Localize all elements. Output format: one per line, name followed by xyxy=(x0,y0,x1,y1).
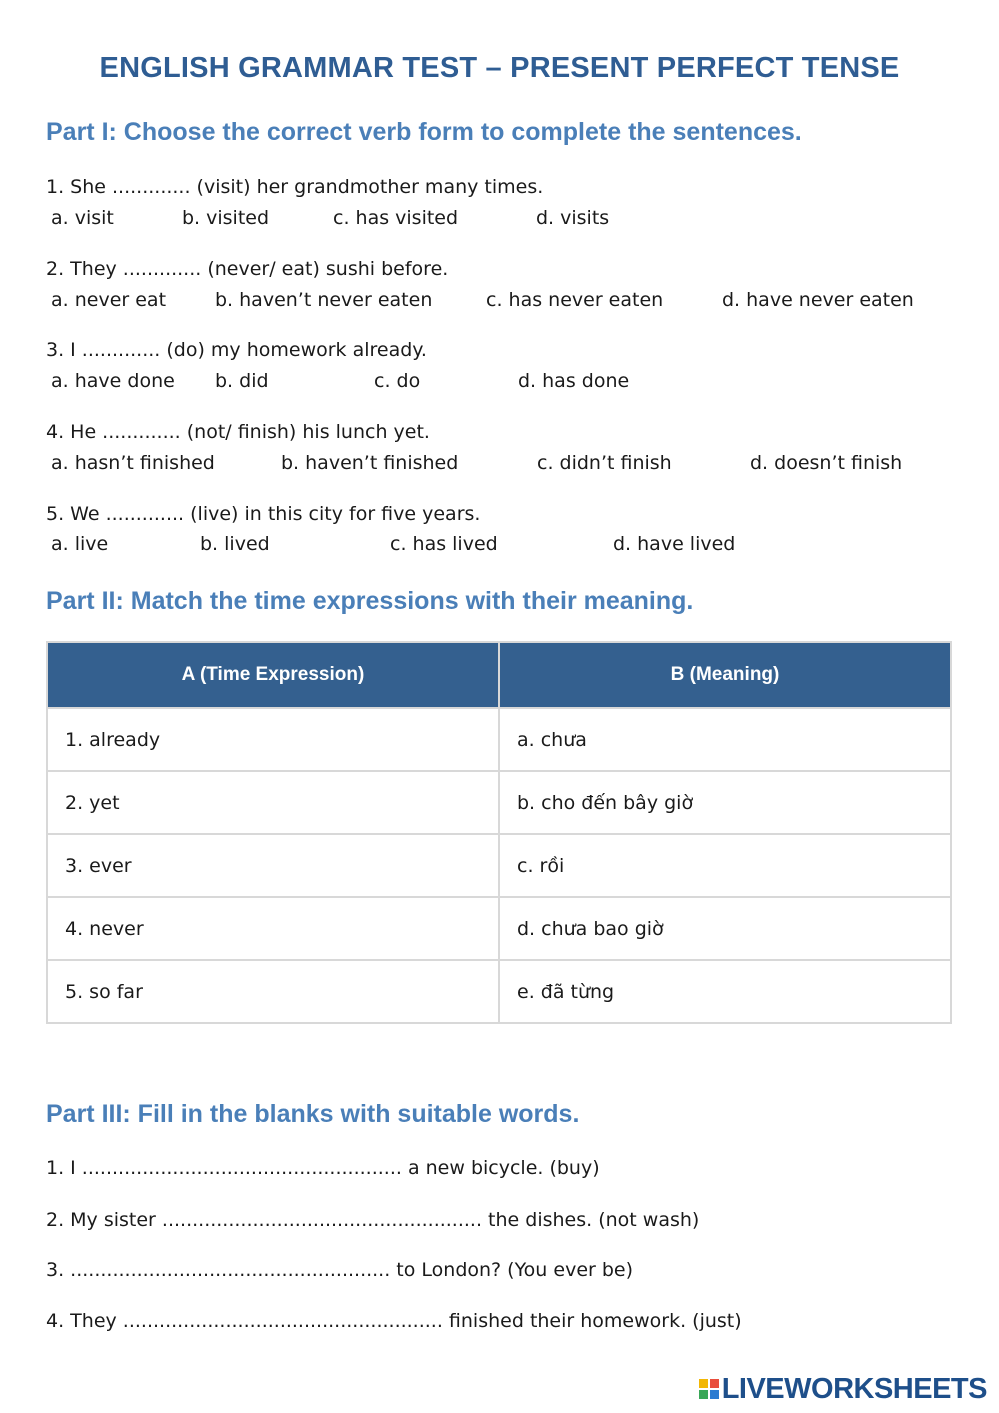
q3-option-d[interactable]: d. has done xyxy=(518,370,630,392)
logo-square xyxy=(699,1390,708,1399)
table-row xyxy=(47,771,951,834)
column-header-b: B (Meaning) xyxy=(499,642,951,708)
logo-squares-icon xyxy=(699,1379,719,1399)
q2-option-c[interactable]: c. has never eaten xyxy=(486,289,664,311)
q4-option-b[interactable]: b. haven’t finished xyxy=(281,452,459,474)
q1-option-c[interactable]: c. has visited xyxy=(333,207,459,229)
table-row xyxy=(47,708,951,771)
q5-option-b[interactable]: b. lived xyxy=(200,533,270,555)
fill-blank-3[interactable]: 3. ..................................................... to London? (You ever be) xyxy=(46,1259,634,1281)
logo-square xyxy=(699,1379,708,1388)
fill-blank-2[interactable]: 2. My sister ..................................................... the dishes. (not wash) xyxy=(46,1209,700,1231)
q2-option-a[interactable]: a. never eat xyxy=(51,289,167,311)
meaning-cell[interactable]: d. chưa bao giờ xyxy=(499,897,951,960)
question-1: 1. She ............. (visit) her grandmother many times. xyxy=(46,176,544,198)
table-row xyxy=(47,960,951,1023)
logo-square xyxy=(710,1390,719,1399)
question-4: 4. He ............. (not/ finish) his lunch yet. xyxy=(46,421,430,443)
logo-square xyxy=(710,1379,719,1388)
q2-option-b[interactable]: b. haven’t never eaten xyxy=(215,289,433,311)
part3-heading: Part III: Fill in the blanks with suitable words. xyxy=(46,1100,580,1128)
table-row xyxy=(47,834,951,897)
q4-option-c[interactable]: c. didn’t finish xyxy=(537,452,672,474)
table-row xyxy=(47,897,951,960)
q5-option-d[interactable]: d. have lived xyxy=(613,533,736,555)
logo-text: LIVEWORKSHEETS xyxy=(721,1372,987,1405)
part2-heading: Part II: Match the time expressions with their meaning. xyxy=(46,587,694,615)
meaning-cell[interactable]: e. đã từng xyxy=(499,960,951,1023)
q4-option-d[interactable]: d. doesn’t finish xyxy=(750,452,903,474)
q2-option-d[interactable]: d. have never eaten xyxy=(722,289,914,311)
time-expression-cell[interactable]: 1. already xyxy=(47,708,499,771)
q1-option-a[interactable]: a. visit xyxy=(51,207,114,229)
question-5: 5. We ............. (live) in this city for five years. xyxy=(46,503,481,525)
time-expression-cell[interactable]: 5. so far xyxy=(47,960,499,1023)
q3-option-c[interactable]: c. do xyxy=(374,370,421,392)
time-expression-cell[interactable]: 2. yet xyxy=(47,771,499,834)
column-header-a: A (Time Expression) xyxy=(47,642,499,708)
q5-option-c[interactable]: c. has lived xyxy=(390,533,498,555)
part1-heading: Part I: Choose the correct verb form to complete the sentences. xyxy=(46,118,802,146)
fill-blank-4[interactable]: 4. They ..................................................... finished their homework. (just) xyxy=(46,1310,742,1332)
meaning-cell[interactable]: c. rồi xyxy=(499,834,951,897)
q1-option-d[interactable]: d. visits xyxy=(536,207,610,229)
meaning-cell[interactable]: b. cho đến bây giờ xyxy=(499,771,951,834)
matching-table xyxy=(46,641,952,1024)
meaning-cell[interactable]: a. chưa xyxy=(499,708,951,771)
time-expression-cell[interactable]: 3. ever xyxy=(47,834,499,897)
page-title: ENGLISH GRAMMAR TEST – PRESENT PERFECT TENSE xyxy=(99,52,900,84)
q4-option-a[interactable]: a. hasn’t finished xyxy=(51,452,215,474)
q5-option-a[interactable]: a. live xyxy=(51,533,109,555)
fill-blank-1[interactable]: 1. I ..................................................... a new bicycle. (buy) xyxy=(46,1157,600,1179)
table-header-row xyxy=(47,642,951,708)
q1-option-b[interactable]: b. visited xyxy=(182,207,270,229)
question-2: 2. They ............. (never/ eat) sushi before. xyxy=(46,258,449,280)
q3-option-a[interactable]: a. have done xyxy=(51,370,175,392)
liveworksheets-logo[interactable] xyxy=(699,1371,987,1407)
question-3: 3. I ............. (do) my homework already. xyxy=(46,339,427,361)
q3-option-b[interactable]: b. did xyxy=(215,370,269,392)
time-expression-cell[interactable]: 4. never xyxy=(47,897,499,960)
